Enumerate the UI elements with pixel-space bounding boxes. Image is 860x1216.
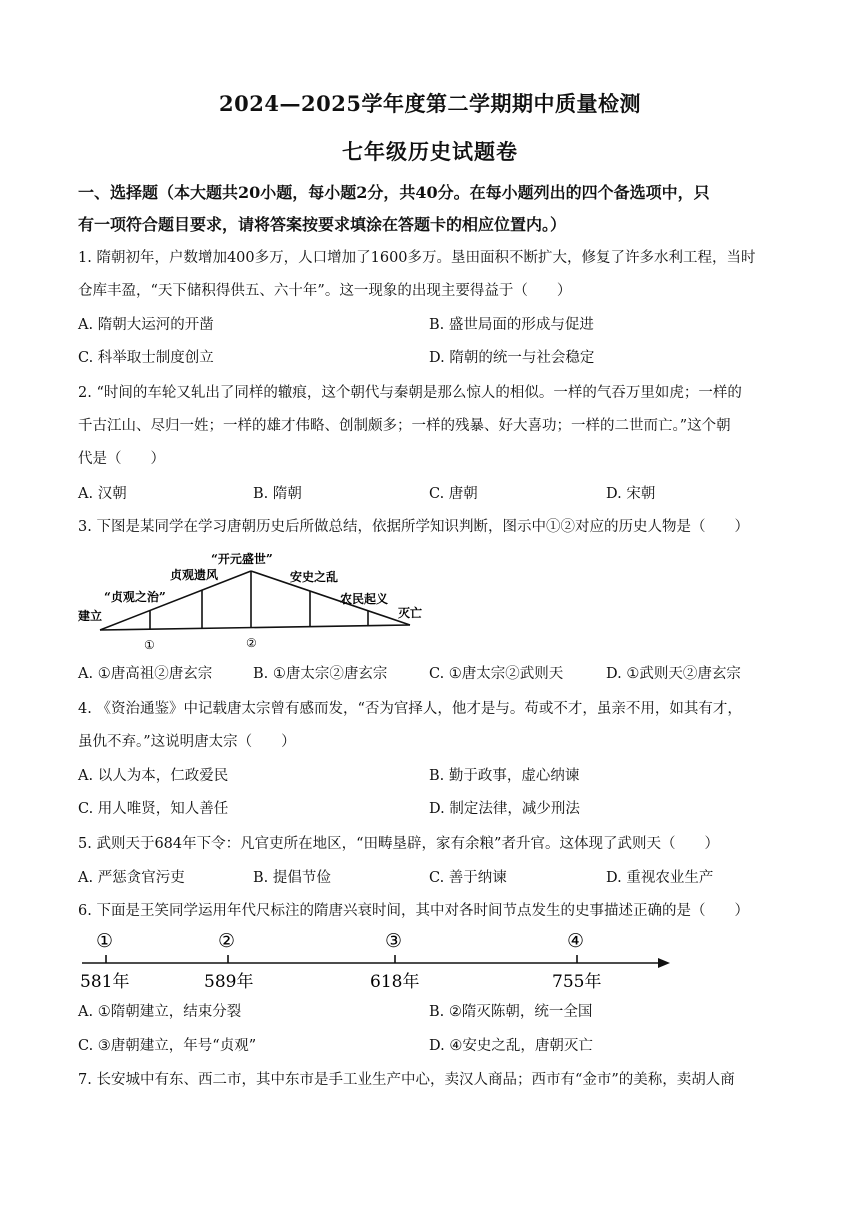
q5-options-row xyxy=(78,866,788,888)
tang-dynasty-diagram xyxy=(78,545,438,655)
label-mark1: ① xyxy=(144,638,155,652)
q1-stem-line2: 仓库丰盈，“天下储积得供五、六十年”。这一现象的出现主要得益于（ ） xyxy=(78,283,572,299)
q5-option-b: B. 提倡节俭 xyxy=(253,870,331,886)
timeline-year-755: 755年 xyxy=(552,972,602,992)
q2-option-c: C. 唐朝 xyxy=(429,486,478,502)
q3-option-c: C. ①唐太宗②武则天 xyxy=(429,666,564,682)
q6-options-row1 xyxy=(78,1000,788,1022)
q2-stem-line2: 千古江山、尽归一姓；一样的雄才伟略、创制颇多；一样的残暴、好大喜功；一样的二世而亡。”这个朝 xyxy=(78,418,731,434)
q3-options-row xyxy=(78,662,788,684)
timeline-mark-1: ① xyxy=(96,930,114,952)
label-nongmin: 农民起义 xyxy=(340,592,389,606)
q6-option-b: B. ②隋灭陈朝，统一全国 xyxy=(429,1004,593,1020)
q4-options-row2 xyxy=(78,797,788,819)
section-heading-line2: 有一项符合题目要求，请将答案按要求填涂在答题卡的相应位置内。） xyxy=(78,215,567,234)
q4-stem-line1: 4. 《资治通鉴》中记载唐太宗曾有感而发，“否为官择人，他才是与。苟或不才，虽亲不用，如其有才， xyxy=(78,701,742,717)
exam-subtitle: 七年级历史试题卷 xyxy=(342,139,518,164)
q1-option-a: A. 隋朝大运河的开凿 xyxy=(78,317,214,333)
q6-option-d: D. ④安史之乱，唐朝灭亡 xyxy=(429,1038,593,1054)
q3-stem-line1: 3. 下图是某同学在学习唐朝历史后所做总结，依据所学知识判断，图示中①②对应的历史人物是（ ） xyxy=(78,519,749,535)
q7-stem-line1: 7. 长安城中有东、西二市，其中东市是手工业生产中心，卖汉人商品；西市有“金市”的美称，卖胡人商 xyxy=(78,1072,735,1088)
q4-option-c: C. 用人唯贤，知人善任 xyxy=(78,801,229,817)
timeline-year-589: 589年 xyxy=(204,972,254,992)
q2-stem-line1: 2. “时间的车轮又轧出了同样的辙痕，这个朝代与秦朝是那么惊人的相似。一样的气吞万里如虎；一样的 xyxy=(78,385,742,401)
q5-option-d: D. 重视农业生产 xyxy=(606,870,714,886)
q1-option-d: D. 隋朝的统一与社会稳定 xyxy=(429,350,595,366)
q2-option-d: D. 宋朝 xyxy=(606,486,656,502)
timeline-year-618: 618年 xyxy=(370,972,420,992)
timeline-mark-2: ② xyxy=(218,930,236,952)
q2-stem-line3: 代是（ ） xyxy=(78,451,165,467)
q5-stem-line1: 5. 武则天于684年下令：凡官吏所在地区，“田畴垦辟，家有余粮”者升官。这体现了武则天（ ） xyxy=(78,836,719,852)
q3-option-d: D. ①武则天②唐玄宗 xyxy=(606,666,741,682)
section-heading-line1: 一、选择题（本大题共20小题，每小题2分，共40分。在每小题列出的四个备选项中，只 xyxy=(78,183,710,202)
label-mark2: ② xyxy=(246,636,257,650)
q6-options-row2 xyxy=(78,1034,788,1056)
label-start: 建立 xyxy=(78,609,103,623)
timeline-year-581: 581年 xyxy=(80,972,130,992)
q1-options-row1 xyxy=(78,313,788,335)
q5-option-c: C. 善于纳谏 xyxy=(429,870,507,886)
q4-options-row1 xyxy=(78,764,788,786)
q2-option-b: B. 隋朝 xyxy=(253,486,302,502)
q1-option-b: B. 盛世局面的形成与促进 xyxy=(429,317,594,333)
q4-option-d: D. 制定法律，减少刑法 xyxy=(429,801,580,817)
timeline-mark-4: ④ xyxy=(567,930,585,952)
label-zhenguan: “贞观之治” xyxy=(104,590,166,604)
label-yifeng: 贞观遗风 xyxy=(170,568,219,582)
q1-options-row2 xyxy=(78,346,788,368)
label-anshi: 安史之乱 xyxy=(290,570,339,584)
q6-option-a: A. ①隋朝建立，结束分裂 xyxy=(78,1004,242,1020)
q4-option-a: A. 以人为本，仁政爱民 xyxy=(78,768,229,784)
q5-option-a: A. 严惩贪官污吏 xyxy=(78,870,185,886)
q6-option-c: C. ③唐朝建立，年号“贞观” xyxy=(78,1038,257,1054)
q2-options-row xyxy=(78,482,788,504)
q2-option-a: A. 汉朝 xyxy=(78,486,127,502)
q4-stem-line2: 虽仇不弃。”这说明唐太宗（ ） xyxy=(78,734,296,750)
label-kaiyuan: “开元盛世” xyxy=(211,552,273,566)
q3-option-a: A. ①唐高祖②唐玄宗 xyxy=(78,666,213,682)
q4-option-b: B. 勤于政事，虚心纳谏 xyxy=(429,768,580,784)
q1-option-c: C. 科举取士制度创立 xyxy=(78,350,214,366)
q3-option-b: B. ①唐太宗②唐玄宗 xyxy=(253,666,388,682)
exam-title: 2024—2025学年度第二学期期中质量检测 xyxy=(219,91,641,116)
q6-stem-line1: 6. 下面是王笑同学运用年代尺标注的隋唐兴衰时间，其中对各时间节点发生的史事描述正确的是（ ） xyxy=(78,903,749,919)
label-end: 灭亡 xyxy=(398,606,423,620)
sui-tang-timeline xyxy=(78,925,678,993)
q1-stem-line1: 1. 隋朝初年，户数增加400多万，人口增加了1600多万。垦田面积不断扩大，修复了许多水利工程，当时 xyxy=(78,250,756,266)
timeline-mark-3: ③ xyxy=(385,930,403,952)
